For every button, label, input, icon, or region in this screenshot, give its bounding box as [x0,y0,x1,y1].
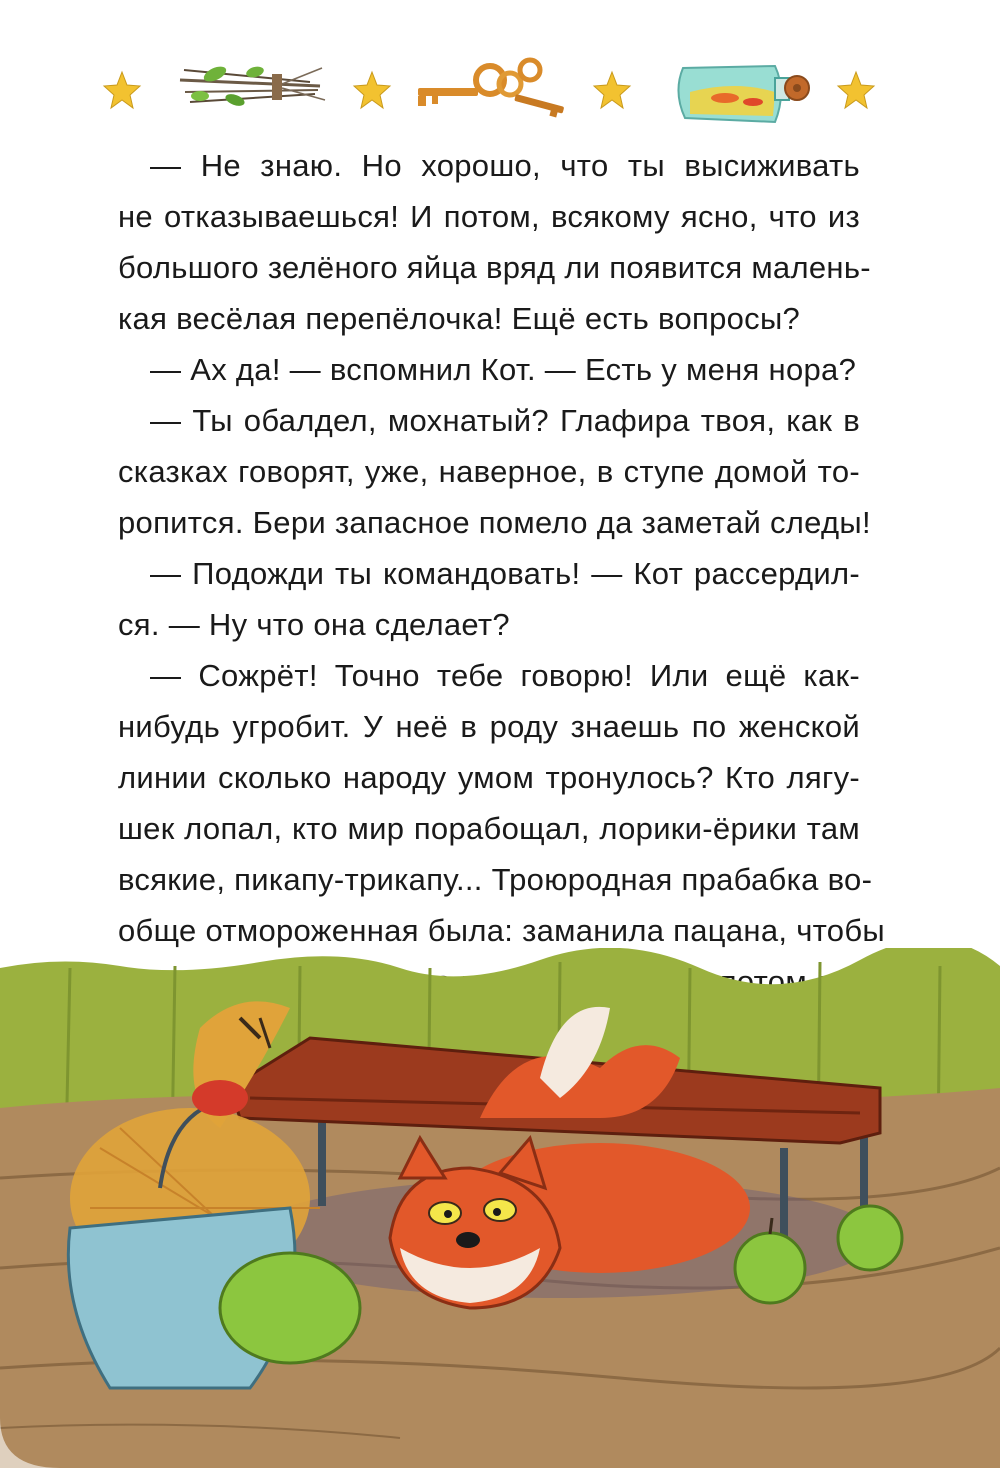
star-icon [354,72,390,108]
star-icon [838,72,874,108]
text-line: — Сожрёт! Точно тебе говорю! Или ещё как- [150,658,860,693]
green-egg [220,1253,360,1363]
keys-icon [418,60,564,117]
text-line: обще отмороженная была: заманила пацана, чтобы [118,913,885,948]
text-line: — Не знаю. Но хорошо, что ты высиживать [150,148,860,183]
star-icon [104,72,140,108]
header-ornament-strip [0,40,1000,150]
herb-bundle-icon [180,63,325,108]
text-line: кая весёлая перепёлочка! Ещё есть вопросы? [118,301,801,336]
text-line: — Ах да! — вспомнил Кот. — Есть у меня нора? [150,352,857,387]
text-line: не отказываешься! И потом, всякому ясно, что из [118,199,860,234]
star-icon [594,72,630,108]
text-line: — Подожди ты командовать! — Кот рассердил- [150,556,860,591]
text-line: — Ты обалдел, мохнатый? Глафира твоя, как в [150,403,860,438]
text-line: всякие, пикапу-трикапу... Троюродная прабабка во- [118,862,873,897]
text-line: большого зелёного яйца вряд ли появится малень- [118,250,871,285]
text-line: ропится. Бери запасное помело да заметай следы! [118,505,871,540]
text-line: нибудь угробит. У неё в роду знаешь по женской [118,709,860,744]
text-line: ся. — Ну что она сделает? [118,607,510,642]
text-line: линии сколько народу умом тронулось? Кто лягу- [118,760,860,795]
potion-bottle-icon [678,66,809,122]
text-line: шек лопал, кто мир порабощал, лорики-ёрики там [118,811,860,846]
text-line: сказках говорят, уже, наверное, в ступе домой то- [118,454,860,489]
illustration-scene [0,948,1000,1468]
